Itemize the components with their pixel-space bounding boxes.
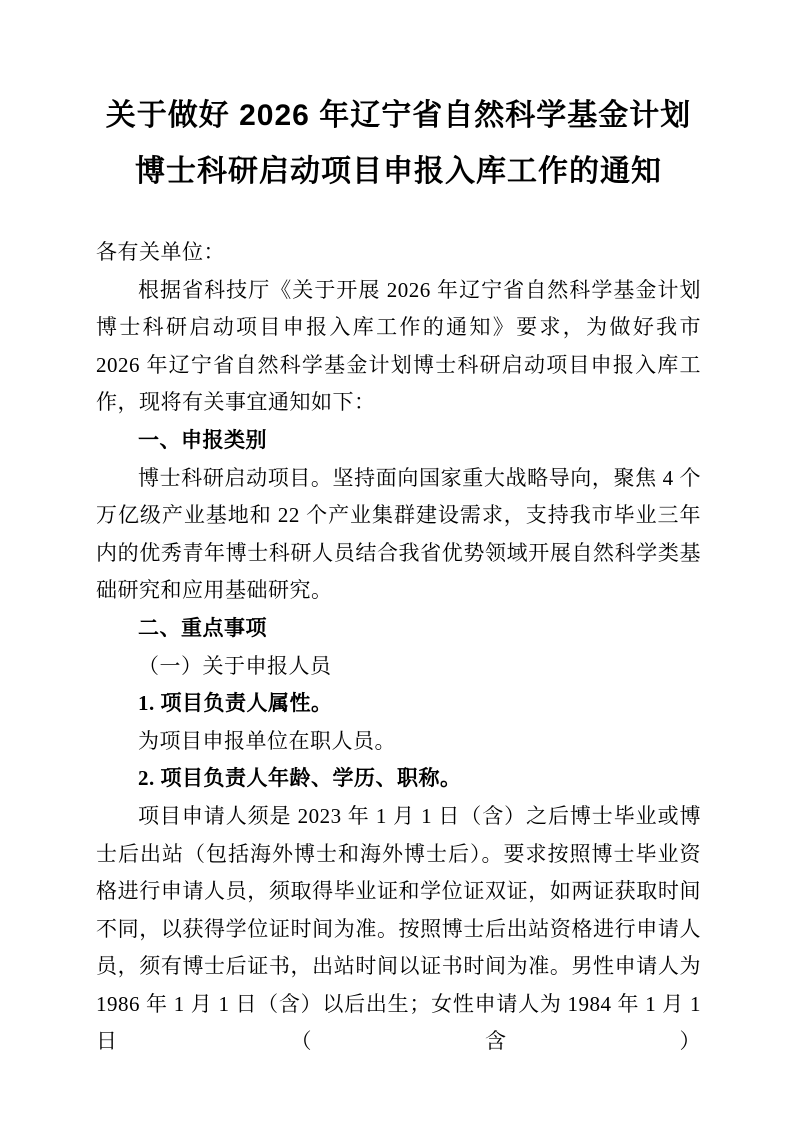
notice-title-line-2: 博士科研启动项目申报入库工作的通知 xyxy=(135,155,662,188)
subsection-heading-applicants: （一）关于申报人员 xyxy=(138,653,332,678)
item-heading-leader-attribute: 1. 项目负责人属性。 xyxy=(138,691,333,716)
notice-body xyxy=(96,234,701,1061)
section-heading-application-category: 一、申报类别 xyxy=(138,428,267,452)
section-heading-key-matters: 二、重点事项 xyxy=(138,616,267,640)
paragraph-leader-age-degree-title: 项目申请人须是 2023 年 1 月 1 日（含）之后博士毕业或博士后出站（包括海外博士和海外博士后）。要求按照博士毕业资格进行申请人员，须取得毕业证和学位证双证，如两证获取时间不同，以获得学位证时间为准。按照博士后出站资格进行申请人员，须有博士后证书，出站时间以证书时间为准。男性申请人为 1986 年 1 月 1 日（含）以后出生；女性申请人为 1984 年 1 月 1 日（含） xyxy=(96,803,701,1054)
salutation-line: 各有关单位： xyxy=(96,240,225,264)
paragraph-leader-attribute: 为项目申报单位在职人员。 xyxy=(138,728,396,753)
notice-title xyxy=(96,88,701,200)
notice-title-line-1: 关于做好 2026 年辽宁省自然科学基金计划 xyxy=(105,99,692,132)
item-heading-leader-age-degree-title: 2. 项目负责人年龄、学历、职称。 xyxy=(138,766,462,791)
paragraph-application-category: 博士科研启动项目。坚持面向国家重大战略导向，聚焦 4 个万亿级产业基地和 22 个产业集群建设需求，支持我市毕业三年内的优秀青年博士科研人员结合我省优势领域开展自然科学类基础研究和应用基础研究。 xyxy=(96,465,701,603)
intro-paragraph: 根据省科技厅《关于开展 2026 年辽宁省自然科学基金计划博士科研启动项目申报入库工作的通知》要求，为做好我市 2026 年辽宁省自然科学基金计划博士科研启动项目申报入库工作，现将有关事宜通知如下： xyxy=(96,277,701,415)
